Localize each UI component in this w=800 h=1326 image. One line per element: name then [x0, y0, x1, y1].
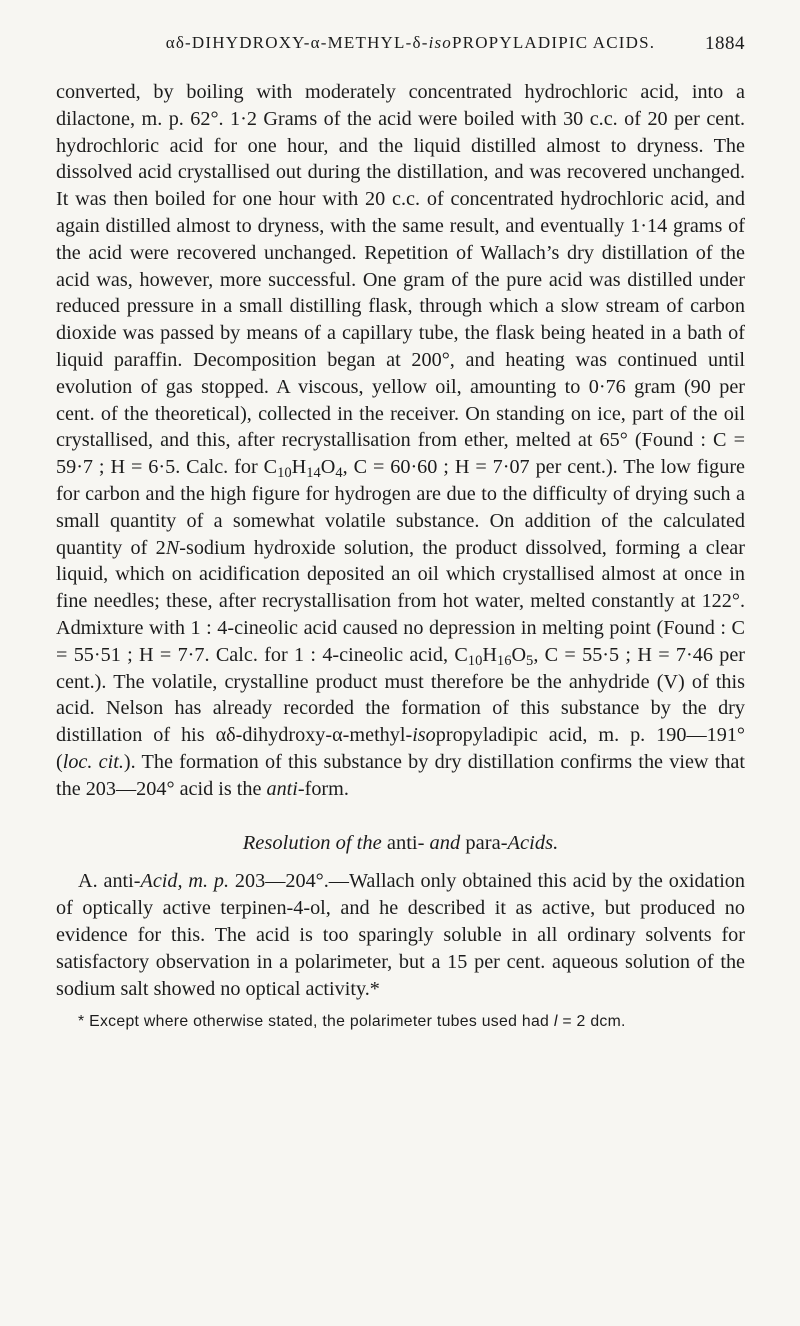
- paragraph-distillation: converted, by boiling with moderately concentrated hydrochloric acid, into a dilactone, m. p. 62°. 1·2 Grams of the acid were boiled with 30 c.c. of 20 per cent. hydrochloric acid for one hour, and the liquid distilled almost to dryness. The dissolved acid crystallised out during the distillation, and was recovered unchanged. It was then boiled for one hour with 20 c.c. of concentrated hydrochloric acid, and again distilled almost to dryness, with the same result, and eventually 1·14 grams of the acid were recovered unchanged. Repetition of Wallach’s dry distillation of the acid was, however, more successful. One gram of the pure acid was distilled under reduced pressure in a small distilling flask, through which a slow stream of carbon dioxide was passed by means of a capillary tube, the flask being heated in a bath of liquid paraffin. Decomposition began at 200°, and heating was continued until evolution of gas stopped. A viscous, yellow oil, amounting to 0·76 gram (90 per cent. of the theoretical), collected in the receiver. On standing on ice, part of the oil crystallised, and this, after recrystallisation from ether, melted at 65° (Found : C = 59·7 ; H = 6·5. Calc. for $C_{10}H_{14}O_4$, C = 60·60 ; H = 7·07 per cent.). The low figure for carbon and the high figure for hydrogen are due to the difficulty of drying such a small quantity of a somewhat volatile substance. On addition of the calculated quantity of 2N-sodium hydroxide solution, the product dissolved, forming a clear liquid, which on acidification deposited an oil which crystallised almost at once in fine needles; these, after recrystallisation from hot water, melted constantly at 122°. Admixture with 1 : 4-cineolic acid caused no depression in melting point (Found : C = 55·51 ; H = 7·7. Calc. for 1 : 4-cineolic acid, $C_{10}H_{16}O_5$, C = 55·5 ; H = 7·46 per cent.). The volatile, crystalline product must therefore be the anhydride (V) of this acid. Nelson has already recorded the formation of this substance by the dry distillation of his αδ-dihydroxy-α-methyl-isopropyladipic acid, m. p. 190—191° (loc. cit.). The formation of this substance by dry distillation confirms the view that the 203—204° acid is the anti-form.: [56, 81, 746, 800]
- running-head: [56, 33, 745, 59]
- footnote: * Except where otherwise stated, the polarimeter tubes used had l = 2 dcm.: [78, 1013, 626, 1031]
- page-number: 1884: [705, 33, 745, 54]
- article-body: [56, 79, 745, 1002]
- running-head-title: αδ-DIHYDROXY-α-METHYL-δ-isoPROPYLADIPIC ACIDS.: [165, 33, 656, 52]
- section-heading: Resolution of the anti- and para-Acids.: [242, 831, 559, 854]
- journal-page: [0, 33, 800, 1326]
- paragraph-anti-acid: A. anti-Acid, m. p. 203—204°.—Wallach only obtained this acid by the oxidation of optically active terpinen-4-ol, and he described it as active, but produced no evidence for this. The acid is too sparingly soluble in all ordinary solvents for satisfactory observation in a polarimeter, but a 15 per cent. aqueous solution of the sodium salt showed no optical activity.*: [56, 870, 745, 1000]
